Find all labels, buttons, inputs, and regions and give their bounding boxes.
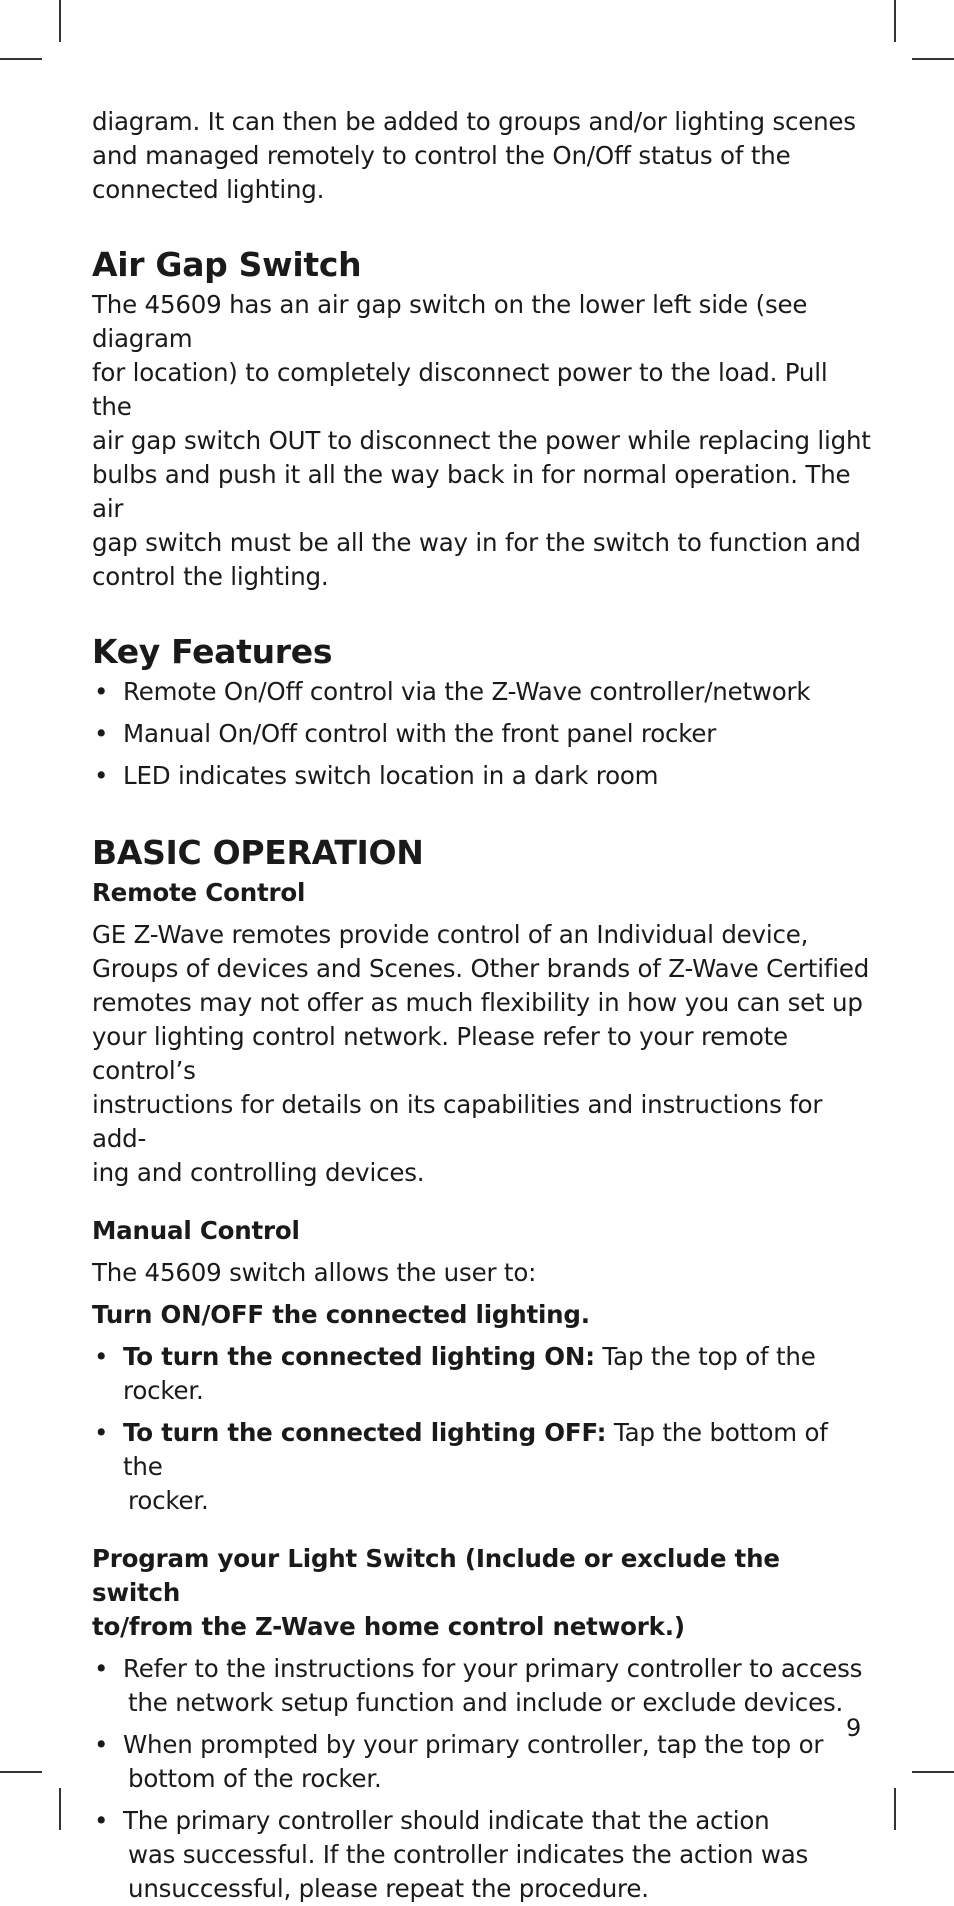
list-item: • The primary controller should indicate that the action was successful. If the controller indicates the action was unsuccessful, please repeat the procedure. <box>92 1804 872 1906</box>
remote-control-subheading: Remote Control <box>92 878 306 907</box>
manual-control-list <box>92 1340 872 1518</box>
page-number: 9 <box>846 1714 862 1742</box>
list-item: • To turn the connected lighting ON: Tap the top of the rocker. <box>92 1340 872 1408</box>
manual-control-intro: The 45609 switch allows the user to: <box>92 1258 537 1287</box>
list-item: • LED indicates switch location in a dark room <box>92 759 872 793</box>
crop-mark-top-right-vertical <box>894 0 896 42</box>
key-features-heading: Key Features <box>92 632 333 671</box>
crop-mark-top-left-vertical <box>59 0 61 42</box>
crop-mark-bottom-right-vertical <box>894 1788 896 1830</box>
air-gap-paragraph: The 45609 has an air gap switch on the lower left side (see diagram for location) to completely disconnect power to the load. Pull the air gap switch OUT to disconnect the power while replacing light bulbs and push it all the way back in for normal operation. The air gap switch must be all the way in for the switch to function and control the lighting. <box>92 290 871 591</box>
turn-on-off-subheading: Turn ON/OFF the connected lighting. <box>92 1300 590 1329</box>
key-features-list <box>92 675 872 793</box>
basic-operation-heading: BASIC OPERATION <box>92 833 424 872</box>
remote-control-paragraph: GE Z-Wave remotes provide control of an Individual device, Groups of devices and Scenes. Other brands of Z-Wave Certified remotes may not offer as much flexibility in how you can set up your lighting control network. Please refer to your remote control’s instructions for details on its capabilities and instructions for add- ing and controlling devices. <box>92 920 870 1187</box>
list-item: • Manual On/Off control with the front panel rocker <box>92 717 872 751</box>
crop-mark-bottom-right-horizontal <box>912 1771 954 1773</box>
intro-paragraph: diagram. It can then be added to groups and/or lighting scenes and managed remotely to control the On/Off status of the connected lighting. <box>92 107 856 204</box>
list-item: • Remote On/Off control via the Z-Wave controller/network <box>92 675 872 709</box>
crop-mark-top-left-horizontal <box>0 58 42 60</box>
list-item: • Refer to the instructions for your primary controller to access the network setup function and include or exclude devices. <box>92 1652 872 1720</box>
air-gap-heading: Air Gap Switch <box>92 245 362 284</box>
crop-mark-bottom-left-vertical <box>59 1788 61 1830</box>
manual-control-subheading: Manual Control <box>92 1216 300 1245</box>
page-content <box>92 105 872 1906</box>
list-item: • When prompted by your primary controller, tap the top or bottom of the rocker. <box>92 1728 872 1796</box>
program-switch-list <box>92 1652 872 1906</box>
crop-mark-top-right-horizontal <box>912 58 954 60</box>
program-switch-subheading: Program your Light Switch (Include or exclude the switch to/from the Z-Wave home control network.) <box>92 1544 780 1641</box>
list-item: • To turn the connected lighting OFF: Tap the bottom of the rocker. <box>92 1416 872 1518</box>
crop-mark-bottom-left-horizontal <box>0 1771 42 1773</box>
